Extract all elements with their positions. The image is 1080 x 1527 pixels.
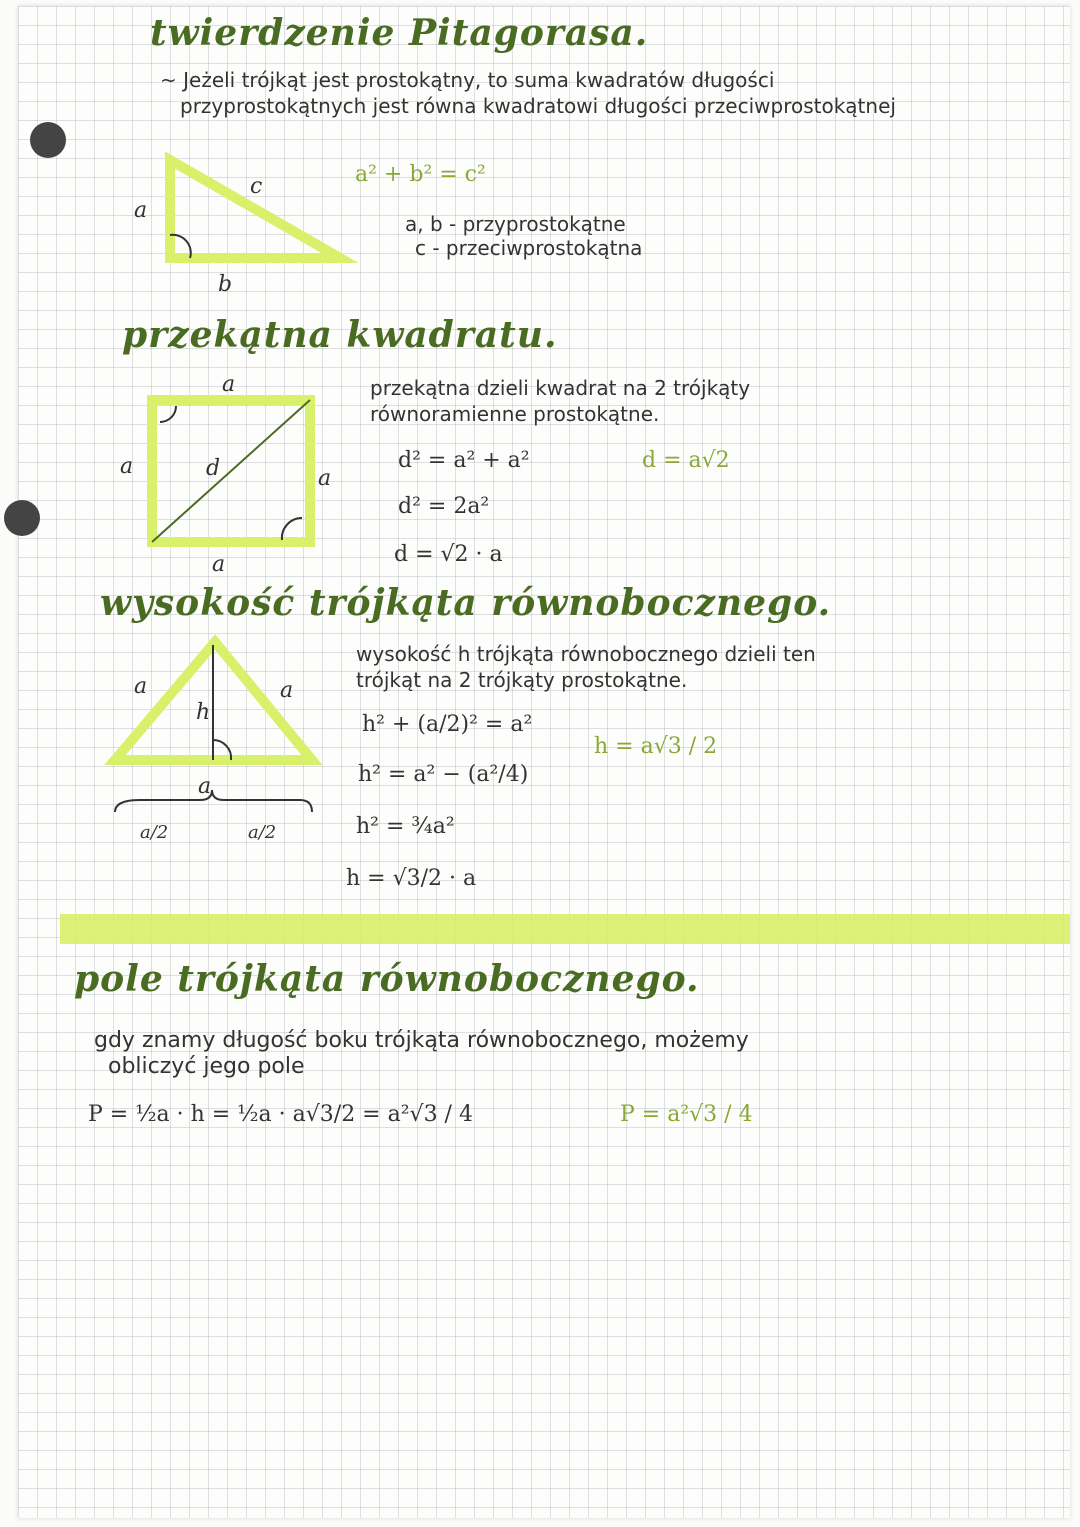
label-a: a [222, 372, 236, 397]
area-result: P = a²√3 / 4 [620, 1102, 753, 1127]
section-title-pythagoras: twierdzenie Pitagorasa. [150, 12, 649, 54]
section-title-height: wysokość trójkąta równobocznego. [100, 582, 832, 624]
label-half-a: a/2 [248, 822, 277, 843]
label-half-a: a/2 [140, 822, 169, 843]
label-d: d [206, 456, 221, 481]
section-title-diagonal: przekątna kwadratu. [122, 314, 558, 356]
pythagoras-legend-line1: a, b - przyprostokątne [405, 212, 626, 236]
diagonal-result: d = a√2 [642, 448, 730, 473]
diagonal-eq3: d = √2 · a [394, 542, 503, 567]
label-a: a [198, 774, 212, 799]
label-a: a [280, 678, 294, 703]
pythagoras-statement-line2: przyprostokątnych jest równa kwadratowi długości przeciwprostokątnej [180, 94, 896, 118]
height-result: h = a√3 / 2 [594, 734, 718, 759]
label-a: a [212, 552, 226, 577]
section-title-area: pole trójkąta równobocznego. [74, 958, 700, 1000]
diagonal-eq1: d² = a² + a² [398, 448, 530, 473]
label-h: h [196, 700, 211, 725]
diagonal-eq2: d² = 2a² [398, 494, 490, 519]
label-c: c [250, 174, 263, 199]
right-angle-mark [160, 406, 176, 422]
height-text-line1: wysokość h trójkąta równobocznego dzieli ten [356, 642, 816, 666]
half-base-brace [115, 790, 312, 812]
label-a: a [120, 454, 134, 479]
diagonal-text-line2: równoramienne prostokątne. [370, 402, 660, 426]
pythagoras-legend-line2: c - przeciwprostokątna [415, 236, 643, 260]
label-a: a [134, 198, 148, 223]
area-text-line1: gdy znamy długość boku trójkąta równobocznego, możemy [94, 1028, 749, 1053]
label-a: a [318, 466, 332, 491]
height-text-line2: trójkąt na 2 trójkąty prostokątne. [356, 668, 688, 692]
height-eq1: h² + (a/2)² = a² [362, 712, 533, 737]
label-b: b [218, 272, 233, 297]
height-eq4: h = √3/2 · a [346, 866, 477, 891]
area-equation: P = ½a · h = ½a · a√3/2 = a²√3 / 4 [88, 1102, 473, 1127]
height-eq3: h² = ¾a² [356, 814, 455, 839]
height-eq2: h² = a² − (a²/4) [358, 762, 529, 787]
area-text-line2: obliczyć jego pole [108, 1054, 305, 1079]
pythagoras-formula: a² + b² = c² [355, 162, 486, 187]
pythagoras-statement-line1: ~ Jeżeli trójkąt jest prostokątny, to suma kwadratów długości [160, 68, 775, 92]
square-diagonal [152, 400, 310, 542]
label-a: a [134, 674, 148, 699]
diagonal-text-line1: przekątna dzieli kwadrat na 2 trójkąty [370, 376, 751, 400]
highlighter-band [60, 914, 1070, 944]
right-angle-mark [282, 518, 302, 540]
